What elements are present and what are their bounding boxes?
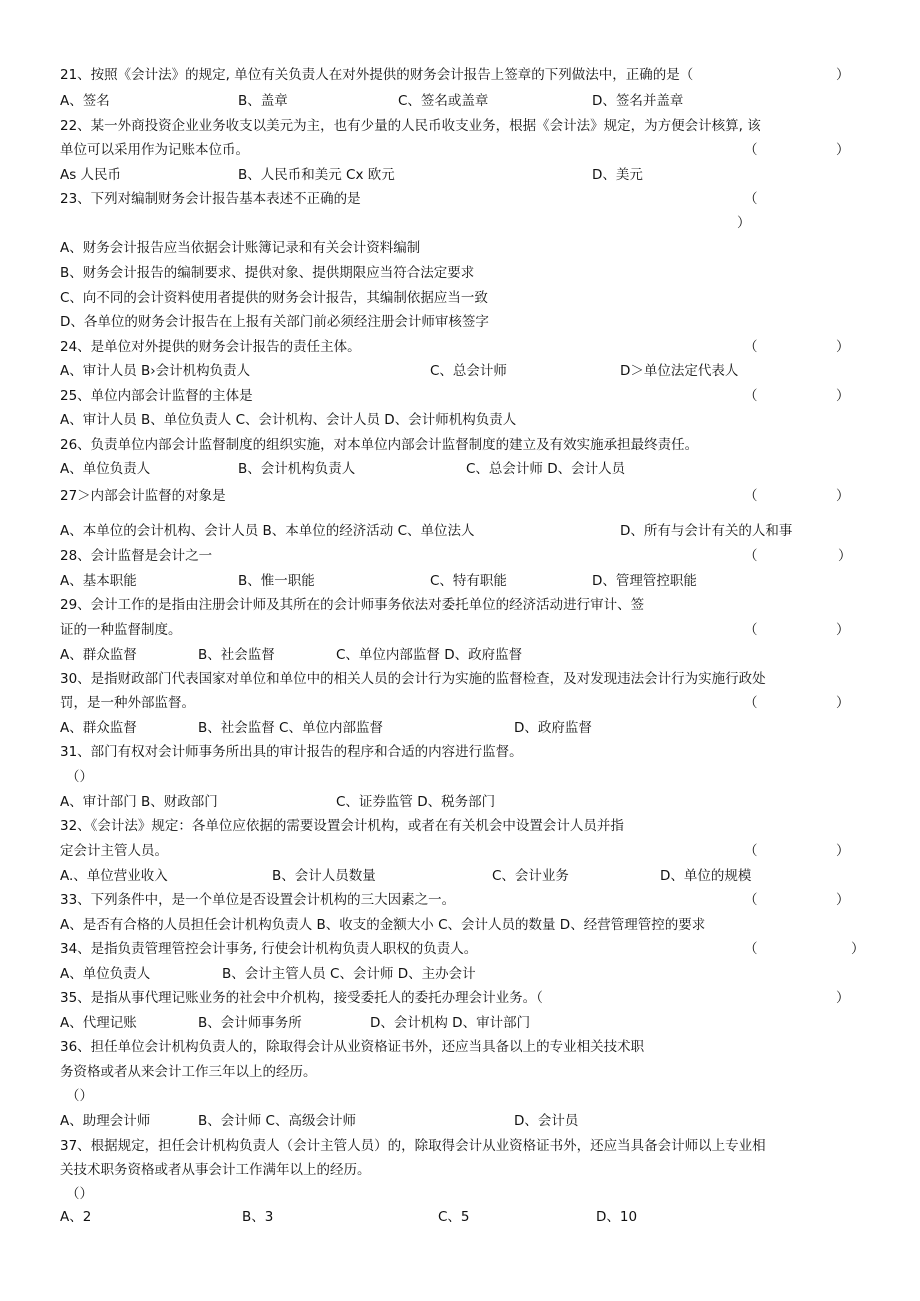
q26-option-b: B、会计机构负责人 (238, 461, 356, 477)
q32-option-a: A.、单位营业收入 (60, 868, 168, 884)
q26-option-cd: C、总会计师 D、会计人员 (466, 461, 626, 477)
q28-option-a: A、基本职能 (60, 573, 137, 589)
q27-option-abc: A、本单位的会计机构、会计人员 B、本单位的经济活动 C、单位法人 (60, 523, 475, 539)
q23-option-c: C、向不同的会计资料使用者提供的财务会计报告，其编制依据应当一致 (60, 290, 488, 306)
q21-stem: 21、按照《会计法》的规定, 单位有关负责人在对外提供的财务会计报告上签章的下列做法中，正确的是（ (60, 67, 694, 83)
q30-option-bc: B、社会监督 C、单位内部监督 (198, 720, 383, 736)
q26-stem: 26、负责单位内部会计监督制度的组织实施，对本单位内部会计监督制度的建立及有效实施承担最终责任。 (60, 437, 699, 453)
q37-stem-line2: 关技术职务资格或者从事会计工作满年以上的经历。 (60, 1162, 371, 1178)
q22-option-a: As 人民币 (60, 167, 122, 183)
q21-option-a: A、签名 (60, 93, 110, 109)
q32-stem-line2: 定会计主管人员。 (60, 843, 168, 859)
q36-option-d: D、会计员 (514, 1113, 579, 1129)
q36-option-a: A、助理会计师 (60, 1113, 151, 1129)
q25-options: A、审计人员 B、单位负责人 C、会计机构、会计人员 D、会计师机构负责人 (60, 412, 517, 428)
q28-option-d: D、管理管控职能 (592, 573, 697, 589)
q34-stem: 34、是指负责管理管控会计事务, 行使会计机构负责人职权的负责人。 (60, 941, 478, 957)
q28-close-paren: ） (838, 548, 852, 564)
q36-answer-paren: （） (66, 1088, 93, 1104)
q34-open-paren: （ (744, 941, 758, 957)
q22-open-paren: （ (744, 142, 758, 158)
q35-option-b: B、会计师事务所 (198, 1015, 302, 1031)
q31-option-ab: A、审计部门 B、财政部门 (60, 794, 218, 810)
q23-close-paren: ） (737, 215, 751, 231)
q34-option-a: A、单位负责人 (60, 966, 151, 982)
q35-close-paren: ） (836, 990, 850, 1006)
q31-option-cd: C、证券监管 D、税务部门 (336, 794, 496, 810)
q29-stem-line2: 证的一种监督制度。 (60, 622, 182, 638)
q22-option-bc: B、人民币和美元 Cx 欧元 (238, 167, 395, 183)
q23-option-a: A、财务会计报告应当依据会计账簿记录和有关会计资料编制 (60, 240, 421, 256)
q24-close-paren: ） (836, 339, 850, 355)
q29-open-paren: （ (744, 622, 758, 638)
q22-option-d: D、美元 (592, 167, 643, 183)
q32-open-paren: （ (744, 843, 758, 859)
q24-option-ab: A、审计人员 B›会计机构负责人 (60, 363, 251, 379)
q29-option-cd: C、单位内部监督 D、政府监督 (336, 647, 523, 663)
q37-option-d: D、10 (596, 1209, 638, 1225)
q32-close-paren: ） (836, 843, 850, 859)
q28-stem: 28、会计监督是会计之一 (60, 548, 213, 564)
q31-answer-paren: （） (66, 769, 93, 785)
q37-stem-line1: 37、根据规定，担任会计机构负责人（会计主管人员）的，除取得会计从业资格证书外，还应当具备会计师以上专业相 (60, 1138, 766, 1154)
q37-option-a: A、2 (60, 1209, 92, 1225)
q24-stem: 24、是单位对外提供的财务会计报告的责任主体。 (60, 339, 361, 355)
q30-option-a: A、群众监督 (60, 720, 137, 736)
q28-option-b: B、惟一职能 (238, 573, 315, 589)
q22-close-paren: ） (836, 142, 850, 158)
q24-open-paren: （ (744, 339, 758, 355)
q31-stem: 31、部门有权对会计师事务所出具的审计报告的程序和合适的内容进行监督。 (60, 744, 523, 760)
q34-option-bcd: B、会计主管人员 C、会计师 D、主办会计 (222, 966, 476, 982)
q23-option-b: B、财务会计报告的编制要求、提供对象、提供期限应当符合法定要求 (60, 265, 475, 281)
q25-open-paren: （ (744, 388, 758, 404)
q22-stem-line2: 单位可以采用作为记账本位币。 (60, 142, 249, 158)
q29-option-b: B、社会监督 (198, 647, 275, 663)
q25-stem: 25、单位内部会计监督的主体是 (60, 388, 253, 404)
q29-option-a: A、群众监督 (60, 647, 137, 663)
q30-close-paren: ） (836, 695, 850, 711)
q21-option-c: C、签名或盖章 (398, 93, 489, 109)
q29-stem-line1: 29、会计工作的是指由注册会计师及其所在的会计师事务依法对委托单位的经济活动进行审计、签 (60, 597, 645, 613)
q37-option-b: B、3 (242, 1209, 274, 1225)
q32-option-c: C、会计业务 (492, 868, 569, 884)
q30-stem-line2: 罚，是一种外部监督。 (60, 695, 195, 711)
q30-option-d: D、政府监督 (514, 720, 592, 736)
q35-option-a: A、代理记账 (60, 1015, 137, 1031)
q32-stem-line1: 32、《会计法》规定：各单位应依据的需要设置会计机构，或者在有关机会中设置会计人员并指 (60, 818, 624, 834)
q36-stem-line2: 务资格或者从来会计工作三年以上的经历。 (60, 1064, 317, 1080)
q33-close-paren: ） (836, 892, 850, 908)
q28-open-paren: （ (744, 548, 758, 564)
q37-answer-paren: （） (66, 1186, 93, 1202)
q35-option-cd: D、会计机构 D、审计部门 (370, 1015, 531, 1031)
q23-stem: 23、下列对编制财务会计报告基本表述不正确的是 (60, 191, 361, 207)
q24-option-d: D＞单位法定代表人 (620, 363, 739, 379)
q33-open-paren: （ (744, 892, 758, 908)
q23-option-d: D、各单位的财务会计报告在上报有关部门前必须经注册会计师审核签字 (60, 314, 489, 330)
q27-open-paren: （ (744, 488, 758, 504)
q30-open-paren: （ (744, 695, 758, 711)
q36-option-bc: B、会计师 C、高级会计师 (198, 1113, 356, 1129)
q25-close-paren: ） (836, 388, 850, 404)
q26-option-a: A、单位负责人 (60, 461, 151, 477)
q21-option-b: B、盖章 (238, 93, 288, 109)
q22-stem-line1: 22、某一外商投资企业业务收支以美元为主，也有少量的人民币收支业务，根据《会计法》规定，为方便会计核算, 该 (60, 118, 761, 134)
q32-option-d: D、单位的规模 (660, 868, 752, 884)
q27-stem: 27＞内部会计监督的对象是 (60, 488, 226, 504)
q23-open-paren: （ (744, 191, 758, 207)
q36-stem-line1: 36、担任单位会计机构负责人的，除取得会计从业资格证书外，还应当具备以上的专业相关技术职 (60, 1039, 645, 1055)
q29-close-paren: ） (836, 622, 850, 638)
q33-stem: 33、下列条件中，是一个单位是否设置会计机构的三大因素之一。 (60, 892, 456, 908)
q27-option-d: D、所有与会计有关的人和事 (620, 523, 793, 539)
q35-stem: 35、是指从事代理记账业务的社会中介机构，接受委托人的委托办理会计业务。（ (60, 990, 543, 1006)
q32-option-b: B、会计人员数量 (272, 868, 376, 884)
q24-option-c: C、总会计师 (430, 363, 507, 379)
q37-option-c: C、5 (438, 1209, 470, 1225)
q33-options: A、是否有合格的人员担任会计机构负责人 B、收支的金额大小 C、会计人员的数量 D、经营管理管控的要求 (60, 917, 706, 933)
q27-close-paren: ） (836, 488, 850, 504)
q21-option-d: D、签名并盖章 (592, 93, 684, 109)
q21-close-paren: ） (836, 67, 850, 83)
q30-stem-line1: 30、是指财政部门代表国家对单位和单位中的相关人员的会计行为实施的监督检查，及对发现违法会计行为实施行政处 (60, 671, 766, 687)
q34-close-paren: ） (851, 941, 865, 957)
q28-option-c: C、特有职能 (430, 573, 507, 589)
